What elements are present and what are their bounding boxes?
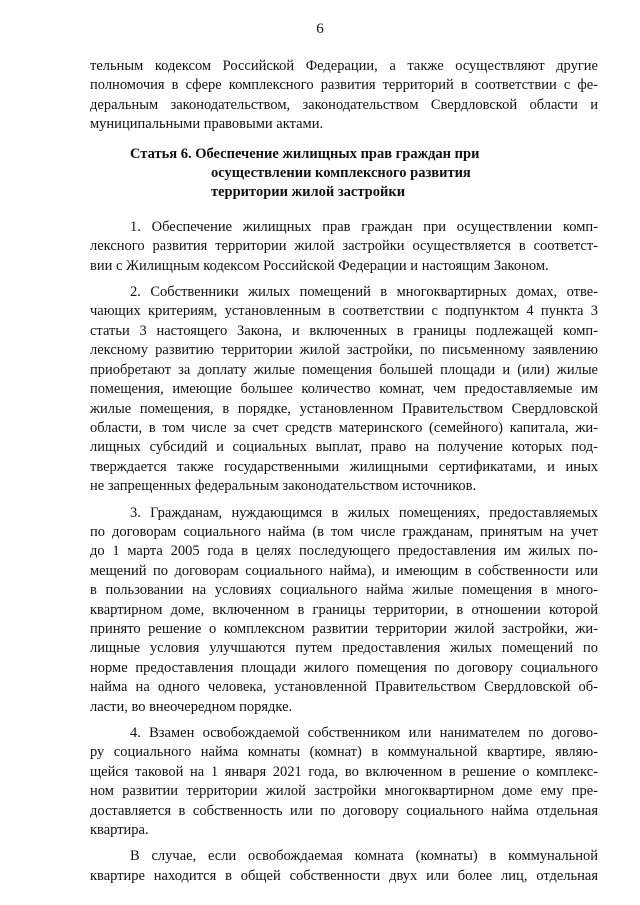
intro-paragraph xyxy=(90,57,598,135)
text-line: вии с Жилищным кодексом Российской Федерации и настоящим Законом. xyxy=(90,257,549,274)
text-line: норме предоставления площади жилого помещения по договору социального xyxy=(90,659,598,676)
page-number: 6 xyxy=(316,21,324,37)
text-line: деральным законодательством, законодательством Свердловской области и xyxy=(90,96,598,113)
article-paragraph-1 xyxy=(90,218,598,276)
text-line: 4. Взамен освобождаемой собственником или нанимателем по догово- xyxy=(130,725,598,741)
document-body xyxy=(90,57,598,886)
text-line: в пользовании на условиях социального найма жилые помещения в много- xyxy=(90,582,598,599)
text-line: области, в том числе за счет средств материнского (семейного) капитала, жи- xyxy=(90,419,598,436)
text-line: лексного развития территории жилой застройки осуществляется в соответст- xyxy=(90,238,598,255)
text-line: лищных субсидий и социальных выплат, право на получение которых под- xyxy=(90,439,598,456)
text-line: до 1 марта 2005 года в целях последующего предоставления им жилых по- xyxy=(90,543,598,560)
text-line: муниципальными правовыми актами. xyxy=(90,116,324,133)
text-line: лексному развитию территории жилой застройки, по письменному заявлению xyxy=(90,342,598,359)
article-paragraph-2 xyxy=(90,283,598,496)
text-line: ласти, во внеочередном порядке. xyxy=(90,698,293,715)
text-line: чающих критериям, установленным в соответствии с подпунктом 4 пункта 3 xyxy=(90,303,598,320)
text-line: не запрещенных федеральным законодательством источников. xyxy=(90,478,477,495)
text-line: квартирном доме, включенном в границы территории, в отношении которой xyxy=(90,601,598,618)
text-line: ном развитии территории жилой застройки многоквартирном доме ему пре- xyxy=(90,783,598,800)
text-line: квартире находится в общей собственности двух или более лиц, отдельная xyxy=(90,867,598,884)
article-paragraph-3 xyxy=(90,504,598,717)
heading-line: территории жилой застройки xyxy=(211,184,406,201)
text-line: найма на одного человека, установленной Правительством Свердловской об- xyxy=(90,679,598,696)
text-line: 1. Обеспечение жилищных прав граждан при осуществлении комп- xyxy=(130,218,598,235)
text-line: В случае, если освобождаемая комната (комнаты) в коммунальной xyxy=(130,848,598,865)
text-line: 3. Гражданам, нуждающимся в жилых помещениях, предоставляемых xyxy=(130,504,598,521)
text-line: жилые помещения, в порядке, установленном Правительством Свердловской xyxy=(90,400,598,417)
text-line: ру социального найма комнаты (комнат) в коммунальной квартире, являю- xyxy=(90,744,598,761)
heading-line: Статья 6. Обеспечение жилищных прав граждан при xyxy=(130,145,480,162)
text-line: квартира. xyxy=(90,822,149,839)
text-line: приобретают за доплату жилые помещения большей площади и (или) жилые xyxy=(90,361,598,378)
text-line: полномочия в сфере комплексного развития территорий в соответствии с фе- xyxy=(90,77,598,94)
text-line: статьи 3 настоящего Закона, и включенных в границы подлежащей комп- xyxy=(90,322,598,339)
text-line: по договорам социального найма (в том числе гражданам, принятым на учет xyxy=(90,523,598,540)
article-paragraph-4 xyxy=(90,724,598,840)
text-line: принято решение о комплексном развитии территории жилой застройки, жи- xyxy=(90,620,598,637)
text-line: 2. Собственники жилых помещений в многоквартирных домах, отве- xyxy=(130,284,598,301)
article-paragraph-5 xyxy=(90,847,598,886)
article-heading xyxy=(90,145,598,203)
text-line: лищные условия улучшаются путем предоставления жилых помещений по xyxy=(90,640,598,657)
text-line: мещений по договорам социального найма), и имеющим в собственности или xyxy=(90,562,598,579)
text-line: доставляется в собственность или по договору социального найма отдельная xyxy=(90,802,598,819)
text-line: тверждается также государственными жилищными сертификатами, и иных xyxy=(90,458,598,475)
text-line: помещения, имеющие большее количество комнат, чем предоставляемые им xyxy=(90,381,598,398)
text-line: щейся таковой на 1 января 2021 года, во включенном в решение о комплекс- xyxy=(90,763,598,780)
heading-line: осуществлении комплексного развития xyxy=(211,165,471,182)
text-line: тельным кодексом Российской Федерации, а также осуществляют другие xyxy=(90,58,598,74)
